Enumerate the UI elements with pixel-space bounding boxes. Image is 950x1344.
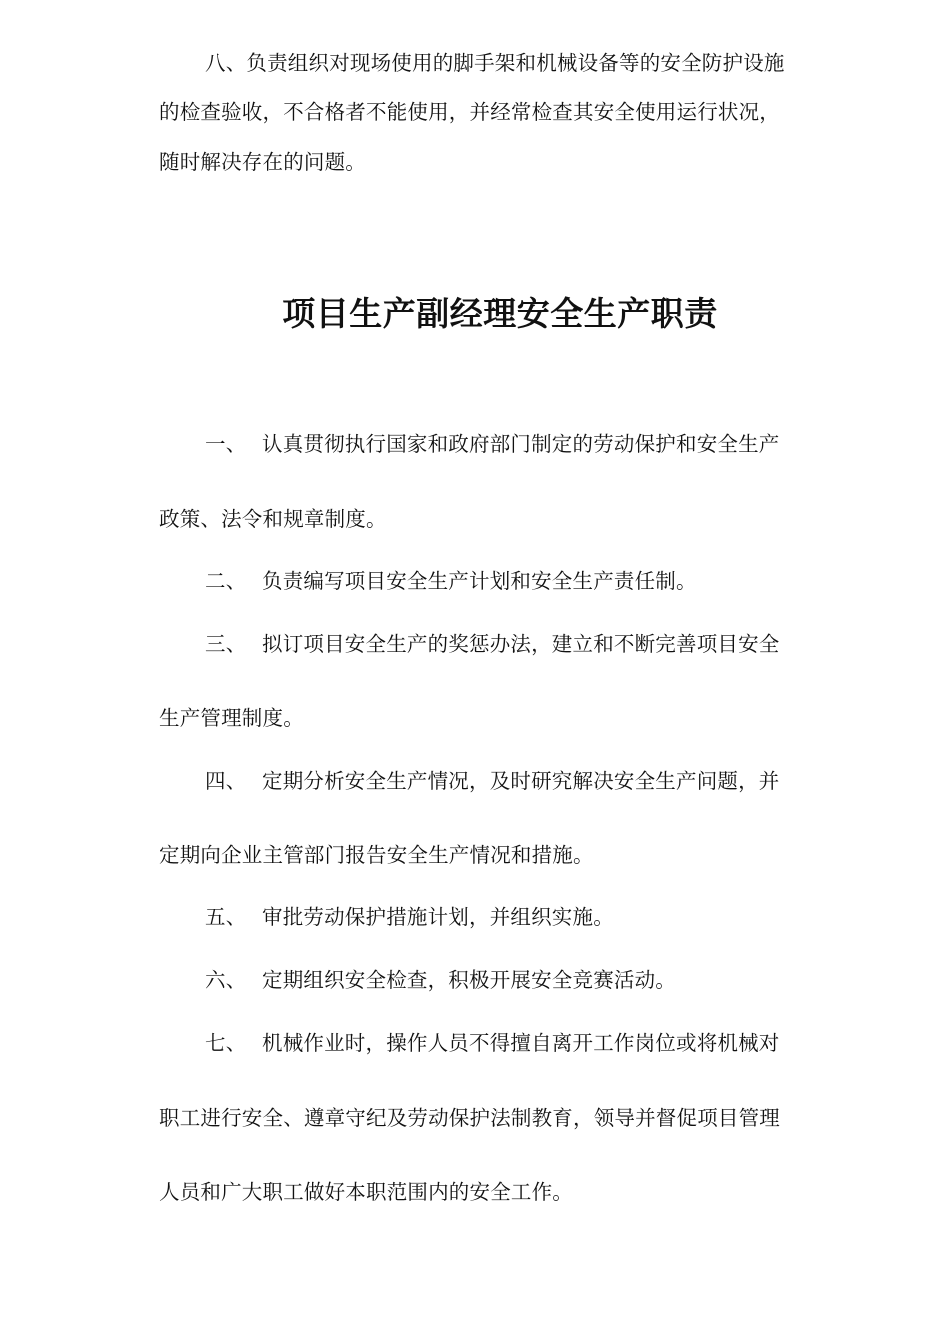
item-text: 定期分析安全生产情况，及时研究解决安全生产问题，并 [262,769,780,793]
item-number: 五、 [205,905,247,929]
item-text: 机械作业时，操作人员不得擅自离开工作岗位或将机械对 [262,1031,780,1055]
list-item-6 [205,966,885,994]
list-item-7-continuation-1: 职工进行安全、遵章守纪及劳动保护法制教育，领导并督促项目管理 [159,1106,780,1130]
item-number: 二、 [205,569,247,593]
section-title: 项目生产副经理安全生产职责 [282,294,718,333]
list-item-7-continuation-2: 人员和广大职工做好本职范围内的安全工作。 [159,1180,573,1204]
item-number: 七、 [205,1031,247,1055]
list-item-1-continuation: 政策、法令和规章制度。 [159,507,387,531]
list-item-5 [205,903,885,931]
intro-line-2: 的检查验收，不合格者不能使用，并经常检查其安全使用运行状况， [159,100,780,124]
intro-line-3: 随时解决存在的问题。 [159,150,366,174]
item-text: 认真贯彻执行国家和政府部门制定的劳动保护和安全生产 [262,432,780,456]
list-item-7 [205,1029,885,1057]
list-item-2 [205,567,885,595]
item-number: 六、 [205,968,247,992]
item-text: 定期组织安全检查，积极开展安全竞赛活动。 [262,968,676,992]
list-item-3-continuation: 生产管理制度。 [159,706,304,730]
item-number: 三、 [205,632,247,656]
list-item-4-continuation: 定期向企业主管部门报告安全生产情况和措施。 [159,843,594,867]
item-text: 拟订项目安全生产的奖惩办法，建立和不断完善项目安全 [262,632,780,656]
list-item-1 [205,430,885,458]
list-item-3 [205,630,885,658]
intro-line-1: 八、负责组织对现场使用的脚手架和机械设备等的安全防护设施 [205,51,785,75]
item-text: 审批劳动保护措施计划，并组织实施。 [262,905,614,929]
item-number: 四、 [205,769,247,793]
item-number: 一、 [205,432,247,456]
list-item-4 [205,767,885,795]
item-text: 负责编写项目安全生产计划和安全生产责任制。 [262,569,697,593]
